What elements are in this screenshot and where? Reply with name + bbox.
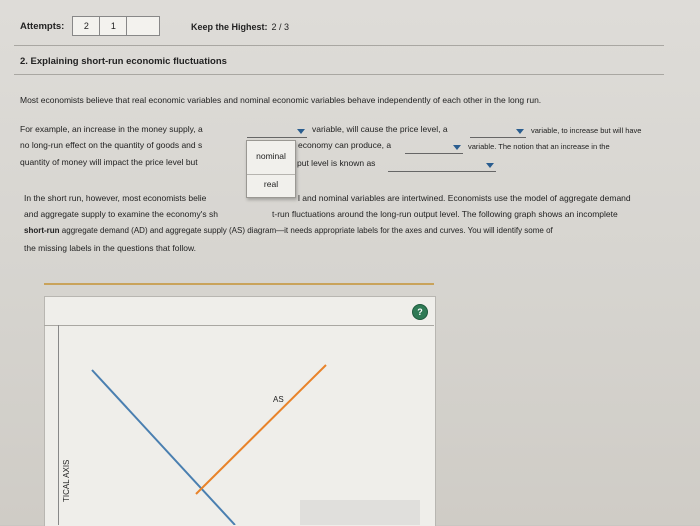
p2-line4: the missing labels in the questions that follow. xyxy=(24,243,196,253)
popup-option-nominal[interactable]: nominal xyxy=(256,151,286,161)
intro-text: Most economists believe that real economic variables and nominal economic variables behave independently of each other in the long run. xyxy=(20,95,542,105)
p2-line1-b: l and nominal variables are intertwined. Economists use the model of aggregate demand xyxy=(298,193,631,203)
as-curve[interactable] xyxy=(196,365,326,494)
p1-line1-b: variable, will cause the price level, a xyxy=(312,124,448,134)
p2-line2-b: t-run fluctuations around the long-run output level. The following graph shows an incomplete xyxy=(272,209,618,219)
ad-curve[interactable] xyxy=(92,370,235,525)
keep-highest-label: Keep the Highest: xyxy=(191,22,268,32)
as-curve-label: AS xyxy=(273,395,284,404)
p2-line1-a: In the short run, however, most economists belie xyxy=(24,193,207,203)
p2-line3-bold: short-run xyxy=(24,226,60,235)
keep-highest-value: 2 / 3 xyxy=(271,22,290,32)
p2-line3-rest: aggregate demand (AD) and aggregate supply (AS) diagram—it needs appropriate labels for the axes and curves. You will identify some of xyxy=(61,226,553,235)
attempt-box-2: 1 xyxy=(99,16,127,36)
popup-option-real[interactable]: real xyxy=(263,179,279,189)
p1-line3-a: quantity of money will impact the price level but xyxy=(20,157,198,167)
p1-line2-a: no long-run effect on the quantity of goods and s xyxy=(20,140,203,150)
p1-line2-c: variable. The notion that an increase in the xyxy=(468,142,610,151)
help-icon[interactable]: ? xyxy=(412,304,428,320)
attempts-label: Attempts: xyxy=(20,20,65,32)
section-title: 2. Explaining short-run economic fluctuations xyxy=(20,56,227,67)
p1-line1-c: variable, to increase but will have xyxy=(531,126,642,135)
p1-line2-b: economy can produce, a xyxy=(298,140,392,150)
p2-line2-a: and aggregate supply to examine the economy's sh xyxy=(24,209,218,219)
vertical-axis-label: TICAL AXIS xyxy=(62,459,71,502)
p1-line3-b: put level is known as xyxy=(297,158,376,168)
attempt-box-1: 2 xyxy=(72,16,100,36)
p1-line1-a: For example, an increase in the money supply, a xyxy=(20,124,203,134)
bottom-glow xyxy=(300,500,420,525)
